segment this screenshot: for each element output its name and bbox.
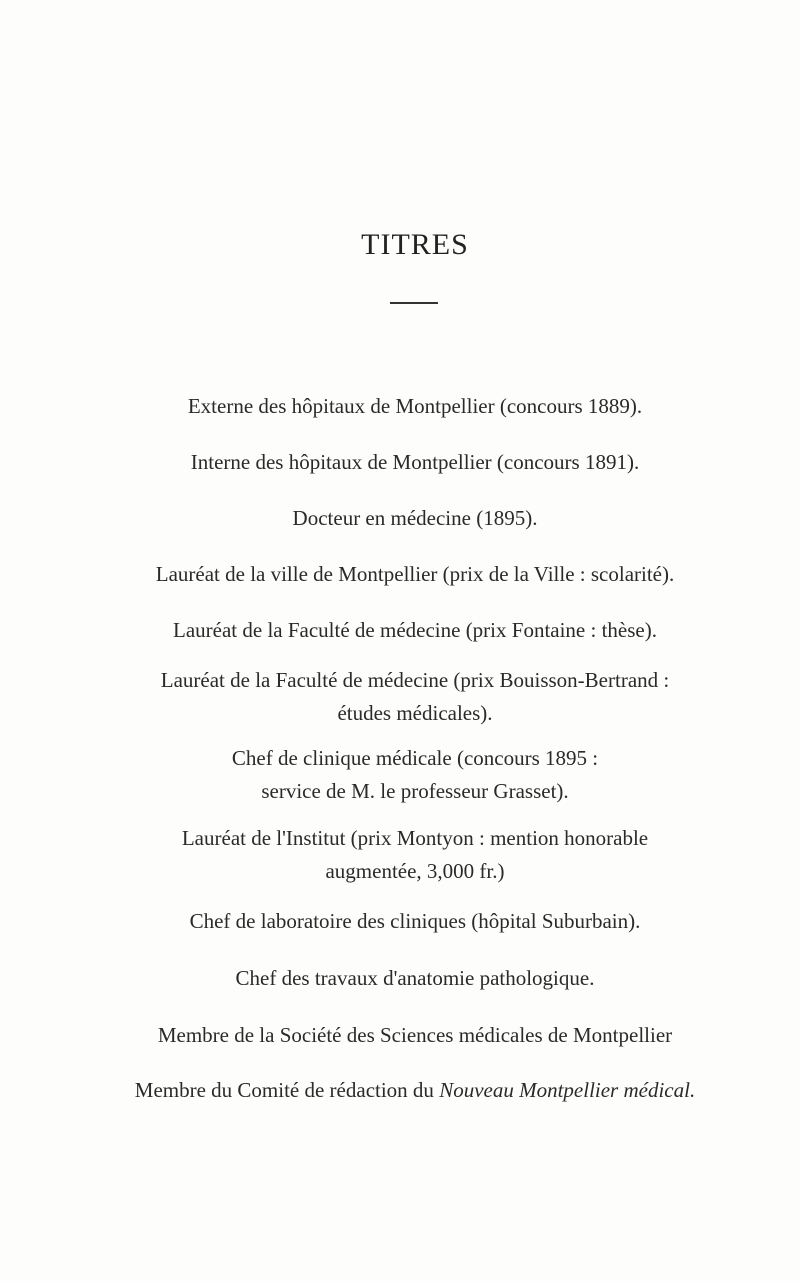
title-rule xyxy=(390,302,438,304)
entry-line: Lauréat de la Faculté de médecine (prix Fontaine : thèse). xyxy=(173,618,657,642)
title-entry xyxy=(0,558,800,591)
title-entry xyxy=(0,390,800,423)
entry-line: service de M. le professeur Grasset). xyxy=(261,779,569,803)
title-entry xyxy=(0,502,800,535)
entry-line: Membre de la Société des Sciences médicales de Montpellier xyxy=(157,1023,673,1047)
title-entry xyxy=(0,822,800,888)
page-title: TITRES xyxy=(361,228,469,261)
entry-line xyxy=(0,1074,800,1107)
title-entry xyxy=(0,905,800,938)
entry-line: études médicales). xyxy=(337,701,493,725)
entry-line: Chef de laboratoire des cliniques (hôpital Suburbain). xyxy=(189,909,641,933)
title-entry xyxy=(0,1019,800,1052)
title-entry xyxy=(0,742,800,808)
title-entry xyxy=(0,446,800,479)
entry-line: Docteur en médecine (1895). xyxy=(292,506,538,530)
title-entry xyxy=(0,614,800,647)
entry-line: Chef de clinique médicale (concours 1895 : xyxy=(231,746,599,770)
title-entry xyxy=(0,1074,800,1107)
entry-line: Lauréat de la ville de Montpellier (prix de la Ville : scolarité). xyxy=(155,562,675,586)
entry-line: augmentée, 3,000 fr.) xyxy=(325,859,505,883)
entry-line: Chef des travaux d'anatomie pathologique. xyxy=(235,966,595,990)
entry-line: Externe des hôpitaux de Montpellier (concours 1889). xyxy=(187,394,643,418)
entry-line: Lauréat de la Faculté de médecine (prix Bouisson-Bertrand : xyxy=(160,668,670,692)
entry-line: Interne des hôpitaux de Montpellier (concours 1891). xyxy=(190,450,640,474)
title-entry xyxy=(0,962,800,995)
entry-line: Lauréat de l'Institut (prix Montyon : mention honorable xyxy=(181,826,649,850)
entry-text: Membre du Comité de rédaction du xyxy=(134,1078,440,1102)
journal-title: Nouveau Montpellier médical. xyxy=(439,1078,696,1102)
title-entry xyxy=(0,664,800,730)
